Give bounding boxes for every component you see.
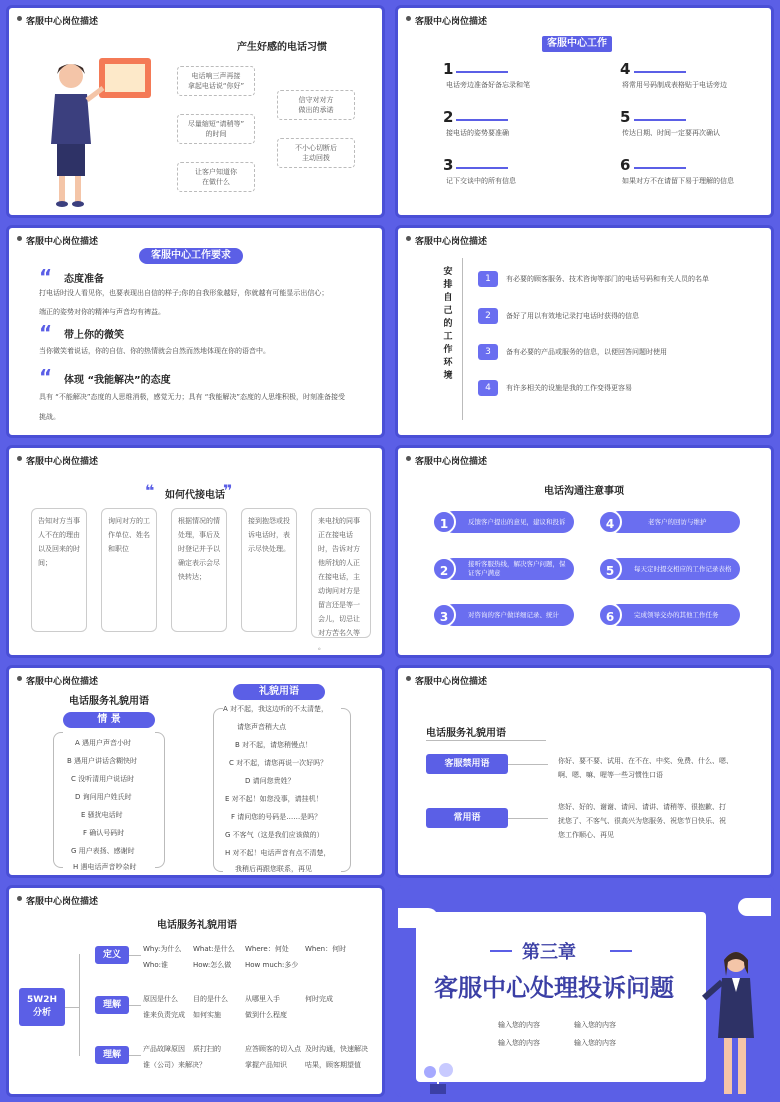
slide-phone-habits — [6, 5, 385, 218]
note-number: 1 — [432, 510, 456, 534]
env-text: 有必要的顾客服务、技术咨询等部门的电话号码和有关人员的名单 — [506, 275, 709, 283]
phrase-item: C 对不起，请您再说一次好吗？ — [229, 759, 328, 767]
item-number: 5 — [620, 108, 631, 126]
row-cell: 产品故障原因 — [143, 1045, 185, 1053]
receptionist-illustration — [39, 54, 159, 209]
row-cell: 应答顾客的切入点 — [245, 1045, 301, 1053]
scene-item: B 遇用户讲话含糊快时 — [67, 757, 138, 765]
section-heading: 带上你的微笑 — [64, 330, 124, 341]
scene-brace — [53, 732, 63, 868]
note-number: 4 — [598, 510, 622, 534]
common-text: 您工作顺心、再见 — [558, 831, 614, 839]
slide-title: 电话服务礼貌用语 — [69, 696, 149, 707]
item-bar — [634, 71, 686, 73]
common-text: 您好、好的、谢谢、请问、请讲、请稍等、很抱歉、打 — [558, 803, 726, 811]
item-text: 电话旁边准备好备忘录和笔 — [446, 81, 530, 89]
row-cell: 从哪里入手 — [245, 995, 280, 1003]
row-cell: 目的是什么 — [193, 995, 228, 1003]
tip-card: 告知对方当事人不在的理由以及回来的时间； — [31, 508, 87, 632]
section-heading: 体现 “我能解决”的态度 — [64, 375, 171, 386]
quote-icon: “ — [39, 365, 53, 389]
item-bar — [634, 167, 686, 169]
note-number: 5 — [598, 557, 622, 581]
common-label: 常用语 — [426, 808, 508, 828]
env-number: 3 — [478, 344, 498, 360]
title-underline — [426, 740, 546, 741]
row-cell: How much:多少 — [245, 961, 299, 969]
item-bar — [634, 119, 686, 121]
phrase-item: E 对不起！如您没事，请挂机！ — [225, 795, 323, 803]
item-text: 接电话的姿势要准确 — [446, 129, 509, 137]
item-bar — [456, 71, 508, 73]
note-number: 2 — [432, 557, 456, 581]
quote-icon: “ — [39, 265, 53, 289]
title-line — [610, 950, 632, 952]
tip-card: 接到抱怨或投诉电话时，表示尽快处理。 — [241, 508, 297, 632]
title-line — [490, 950, 512, 952]
phrase-item: A 对不起，我这边听的不太清楚， — [223, 705, 329, 713]
item-number: 6 — [620, 156, 631, 174]
slide-take-calls — [6, 445, 385, 658]
bullet-text: 输入您的内容 — [574, 1039, 616, 1047]
connector — [129, 955, 141, 956]
item-number: 3 — [443, 156, 454, 174]
slide-chapter-three — [395, 885, 774, 1097]
item-number: 1 — [443, 60, 454, 78]
branch-define: 定义 — [95, 946, 129, 964]
work-title-pill: 客服中心工作 — [542, 36, 612, 52]
phrase-item: B 对不起，请您稍慢点！ — [235, 741, 313, 749]
slide-work-requirements — [6, 225, 385, 438]
quote-icon: ❞ — [223, 481, 233, 500]
habit-box-4: 信守对对方 做出的承诺 — [277, 90, 355, 120]
section-text: 打电话时没人看见你，也要表现出自信的样子;你的自我形象越好，你就越有可能显示出信心； — [39, 289, 329, 297]
phrase-item: 请您声音稍大点 — [237, 723, 286, 731]
slide-title: 产生好感的电话习惯 — [237, 42, 327, 53]
scene-item: F 确认号码时 — [83, 829, 125, 837]
env-number: 4 — [478, 380, 498, 396]
row-cell: 如何实施 — [193, 1011, 221, 1019]
chapter-title: 客服中心处理投诉问题 — [434, 974, 674, 1002]
row-cell: Why:为什么 — [143, 945, 182, 953]
plant-illustration — [418, 1056, 458, 1096]
quote-icon: “ — [39, 321, 53, 345]
slide-header: 客服中心岗位描述 — [406, 234, 487, 247]
chapter-label: 第三章 — [522, 942, 576, 963]
phrase-brace — [341, 708, 351, 872]
slide-title: 电话服务礼貌用语 — [157, 920, 237, 931]
item-number: 4 — [620, 60, 631, 78]
scene-label-pill: 情 景 — [63, 712, 155, 728]
section-text: 具有 “不能解决”态度的人思维消极，感觉无力；具有 “我能解决”态度的人思维积极，时刻准备接受 — [39, 393, 345, 401]
section-text: 端正的姿势对你的精神与声音均有裨益。 — [39, 308, 165, 316]
scene-item: C 没听清用户说话时 — [71, 775, 135, 783]
phrase-item: G 不客气（这是我们应该做的） — [225, 831, 324, 839]
slide-work-environment — [395, 225, 774, 438]
requirements-title-pill: 客服中心工作要求 — [139, 248, 243, 264]
row-cell: 及时沟通，快速解决 — [305, 1045, 368, 1053]
slide-header: 客服中心岗位描述 — [406, 14, 487, 27]
row-cell: Where：何处 — [245, 945, 289, 953]
item-text: 记下交谈中的所有信息 — [446, 177, 516, 185]
note-pill-text: 接听客服热线，解决客户问题，保证客户满意 — [468, 560, 566, 577]
businesswoman-illustration — [698, 948, 768, 1097]
habit-box-2: 尽量缩短“请稍等” 的时间 — [177, 114, 255, 144]
banned-text: 啊、嗯、嘛、喔等一些习惯性口语 — [558, 771, 663, 779]
banned-text: 你好、要不要、试用、在不在、中奖、免费、什么、嗯、 — [558, 757, 733, 765]
tree-line — [79, 954, 80, 1056]
item-text: 如果对方不在请留下易于理解的信息 — [622, 177, 734, 185]
row-cell: 咕果，顾客期望值 — [305, 1061, 361, 1069]
connector — [129, 1055, 141, 1056]
slide-header: 客服中心岗位描述 — [17, 454, 98, 467]
row-cell: 谁来负责完成 — [143, 1011, 185, 1019]
scene-item: A 遇用户声音小时 — [75, 739, 132, 747]
connector — [508, 818, 548, 819]
env-text: 备好了用以有效地记录打电话时获得的信息 — [506, 312, 639, 320]
note-pill: 完成领导交办的其他工作任务 — [608, 604, 740, 626]
section-heading: 态度准备 — [64, 274, 104, 285]
phrase-brace — [213, 708, 223, 872]
row-cell: How:怎么做 — [193, 961, 232, 969]
phrase-item: F 请问您的号码是……是吗？ — [231, 813, 322, 821]
bullet-text: 输入您的内容 — [498, 1021, 540, 1029]
scene-item: H 遇电话声音吵杂时 — [73, 863, 137, 871]
row-cell: 掌握产品知识 — [245, 1061, 287, 1069]
phrase-item: H 对不起！电话声音有点不清楚， — [225, 849, 331, 857]
phrase-item: 我稍后再跟您联系，再见 — [235, 865, 312, 873]
tip-card: 根据情况的情 处理，事后及时登记并予以确定表示会尽快转达； — [171, 508, 227, 632]
row-cell: 原因是什么 — [143, 995, 178, 1003]
row-cell: What:是什么 — [193, 945, 235, 953]
slide-polite-terms — [395, 665, 774, 878]
row-cell: 谁（公司）来解决？ — [143, 1061, 206, 1069]
slide-title: 如何代接电话 — [165, 490, 225, 501]
scene-item: D 询问用户姓氏时 — [75, 793, 132, 801]
branch-understand: 理解 — [95, 996, 129, 1014]
slide-communication-notes — [395, 445, 774, 658]
banned-label: 客服禁用语 — [426, 754, 508, 774]
scene-item: G 用户表扬、感谢时 — [71, 847, 135, 855]
branch-understand: 理解 — [95, 1046, 129, 1064]
habit-box-3: 让客户知道你 在做什么 — [177, 162, 255, 192]
section-text: 挑战。 — [39, 413, 60, 421]
note-pill: 对咨询的客户做详细记录、统计 — [442, 604, 574, 626]
note-number: 3 — [432, 603, 456, 627]
row-cell: When：何时 — [305, 945, 347, 953]
slide-header: 客服中心岗位描述 — [406, 454, 487, 467]
row-cell: 做到什么程度 — [245, 1011, 287, 1019]
connector — [508, 764, 548, 765]
row-cell: 质打扫的 — [193, 1045, 221, 1053]
slide-title: 电话服务礼貌用语 — [426, 728, 506, 739]
tip-card: 询问对方的工作单位、姓名和职位 — [101, 508, 157, 632]
root-5w2h: 5W2H 分析 — [19, 988, 65, 1026]
tree-line — [65, 1007, 79, 1008]
note-number: 6 — [598, 603, 622, 627]
tip-card: 来电找的同事正在接电话时，告诉对方他所找的人正在接电话，主动询问对方是留言还是等一会儿，切忌让对方苦名久等 。 — [311, 508, 371, 638]
scene-brace — [155, 732, 165, 868]
slide-title: 电话沟通注意事项 — [544, 486, 624, 497]
env-text: 备有必要的产品或服务的信息，以便回答问题时使用 — [506, 348, 667, 356]
slide-header: 客服中心岗位描述 — [17, 674, 98, 687]
item-bar — [456, 119, 508, 121]
item-text: 传达日期、时间一定要再次确认 — [622, 129, 720, 137]
habit-box-5: 不小心切断后 主动回拨 — [277, 138, 355, 168]
slide-header: 客服中心岗位描述 — [17, 234, 98, 247]
item-number: 2 — [443, 108, 454, 126]
row-cell: Who:谁 — [143, 961, 168, 969]
item-text: 将常用号码制成表格贴于电话旁边 — [622, 81, 727, 89]
polite-label-pill: 礼貌用语 — [233, 684, 325, 700]
quote-icon: ❝ — [145, 481, 155, 500]
row-cell: 何时完成 — [305, 995, 333, 1003]
note-pill: 老客户的回访与维护 — [608, 511, 740, 533]
divider-line — [462, 258, 463, 420]
cloud-shape — [738, 898, 774, 916]
connector — [129, 1005, 141, 1006]
bullet-text: 输入您的内容 — [498, 1039, 540, 1047]
vertical-title: 安排自己的工作环境 — [443, 267, 453, 381]
slide-5w2h — [6, 885, 385, 1097]
env-number: 1 — [478, 271, 498, 287]
slide-header: 客服中心岗位描述 — [406, 674, 487, 687]
slide-polite-scenarios — [6, 665, 385, 878]
section-text: 当你微笑着说话，你的自信、你的热情就会自然而然地体现在你的语音中。 — [39, 347, 270, 355]
common-text: 扰您了、不客气、很高兴为您服务、祝您节日快乐、祝 — [558, 817, 726, 825]
env-number: 2 — [478, 308, 498, 324]
bullet-text: 输入您的内容 — [574, 1021, 616, 1029]
slide-header: 客服中心岗位描述 — [17, 894, 98, 907]
note-pill: 每天定时提交相应的工作记录表格 — [608, 558, 740, 580]
phrase-item: D 请问您贵姓？ — [245, 777, 295, 785]
note-pill: 反馈客户提出的意见，建议和投诉 — [442, 511, 574, 533]
slide-header: 客服中心岗位描述 — [17, 14, 98, 27]
item-bar — [456, 167, 508, 169]
habit-box-1: 电话响三声再接 拿起电话说“你好” — [177, 66, 255, 96]
slide-center-work — [395, 5, 774, 218]
env-text: 有许多相关的设施是我的工作变得更容易 — [506, 384, 632, 392]
scene-item: E 骚扰电话时 — [81, 811, 123, 819]
note-pill — [442, 558, 574, 580]
